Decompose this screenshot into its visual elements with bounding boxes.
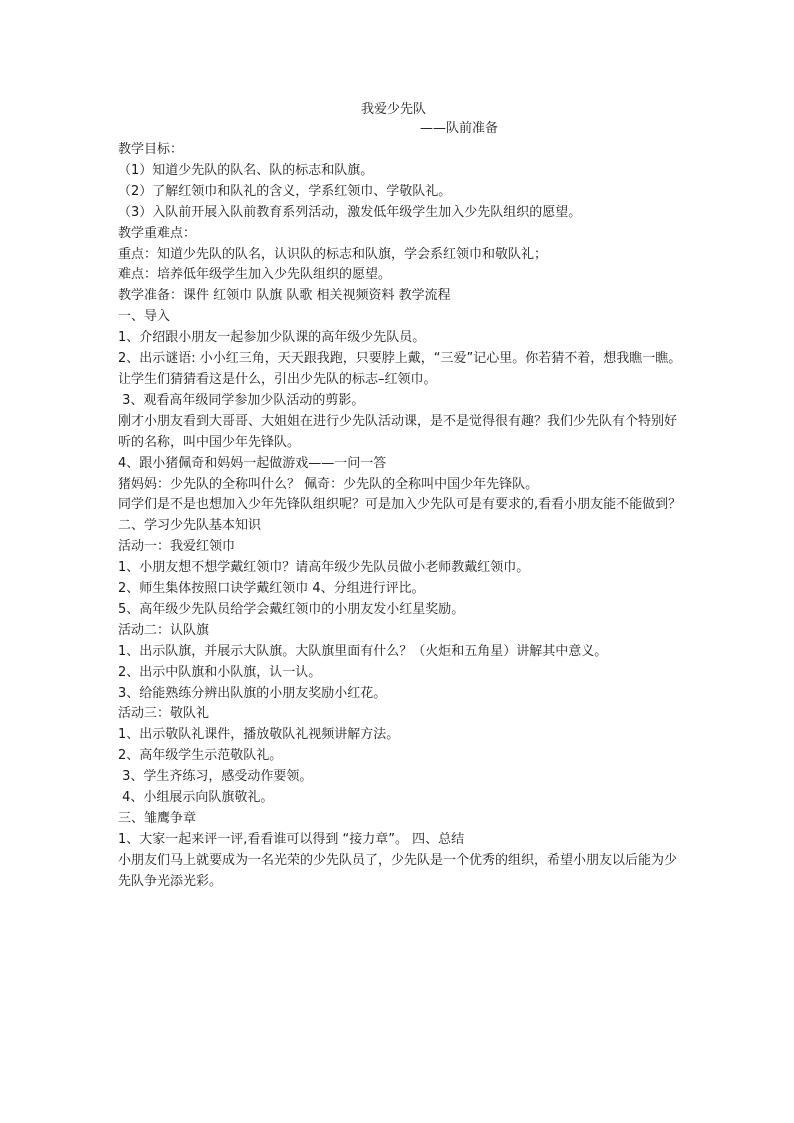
body-line: 3、观看高年级同学参加少队活动的剪影。	[118, 392, 365, 408]
body-line: 刚才小朋友看到大哥哥、大姐姐在进行少先队活动课，是不是觉得很有趣？我们少先队有个特别好听的名称，叫中国少年先锋队。	[118, 413, 678, 450]
body-line: 让学生们猜猜看这是什么，引出少先队的标志–红领巾。	[118, 371, 437, 387]
body-line: 一、导入	[118, 309, 171, 325]
body-line: （3）入队前开展入队前教育系列活动，激发低年级学生加入少先队组织的愿望。	[118, 204, 582, 220]
body-line: 2、出示谜语: 小小红三角，天天跟我跑，只要脖上戴，“三爱”记心里。你若猜不着，想我瞧一瞧。	[118, 351, 682, 367]
body-line: 教学准备：课件 红领巾 队旗 队歌 相关视频资料 教学流程	[118, 288, 451, 304]
body-line: 1、出示敬队礼课件，播放敬队礼视频讲解方法。	[118, 727, 400, 743]
body-line: 二、学习少先队基本知识	[118, 518, 262, 534]
body-line: 教学重难点：	[118, 225, 197, 241]
body-line: 重点：知道少先队的队名，认识队的标志和队旗，学会系红领巾和敬队礼；	[118, 246, 548, 262]
body-line: 活动三：敬队礼	[118, 706, 210, 722]
body-line: 同学们是不是也想加入少年先锋队组织呢？可是加入少先队可是有要求的,看看小朋友能不能做到？	[118, 497, 682, 513]
body-line: 2、高年级学生示范敬队礼。	[118, 748, 283, 764]
body-line: 猪妈妈：少先队的全称叫什么？ 佩奇：少先队的全称叫中国少年先锋队。	[118, 476, 539, 492]
body-line: （1）知道少先队的队名、队的标志和队旗。	[118, 162, 374, 178]
body-line: 活动二：认队旗	[118, 622, 210, 638]
body-line: 1、小朋友想不想学戴红领巾？请高年级少先队员做小老师教戴红领巾。	[118, 560, 530, 576]
body-line: 5、高年级少先队员给学会戴红领巾的小朋友发小红星奖励。	[118, 601, 465, 617]
body-line: 2、师生集体按照口诀学戴红领巾 4、分组进行评比。	[118, 581, 425, 597]
body-line: 活动一：我爱红领巾	[118, 539, 236, 555]
body-line: 3、给能熟练分辨出队旗的小朋友奖励小红花。	[118, 685, 387, 701]
body-line: 4、小组展示向队旗敬礼。	[118, 790, 274, 806]
body-line: 教学目标：	[118, 142, 184, 157]
body-line: 3、学生齐练习，感受动作要领。	[118, 769, 313, 785]
body-line: 4、跟小猪佩奇和妈妈一起做游戏——一问一答	[118, 455, 387, 471]
body-line: 1、出示队旗，并展示大队旗。大队旗里面有什么？（火炬和五角星）讲解其中意义。	[118, 643, 608, 659]
body-line: 2、出示中队旗和小队旗，认一认。	[118, 664, 322, 680]
document-subtitle: ——队前准备	[420, 121, 499, 136]
document-title: 我爱少先队	[361, 102, 427, 117]
body-line: 难点：培养低年级学生加入少先队组织的愿望。	[118, 267, 392, 283]
body-line: （2）了解红领巾和队礼的含义，学系红领巾、学敬队礼。	[118, 183, 452, 199]
document-body	[118, 140, 683, 893]
body-line: 小朋友们马上就要成为一名光荣的少先队员了，少先队是一个优秀的组织，希望小朋友以后能为少先队争光添光彩。	[118, 852, 678, 889]
body-line: 1、介绍跟小朋友一起参加少队课的高年级少先队员。	[118, 330, 426, 346]
body-line: 1、大家一起来评一评,看看谁可以得到 “接力章”。 四、总结	[118, 831, 465, 847]
body-line: 三、雏鹰争章	[118, 811, 197, 826]
